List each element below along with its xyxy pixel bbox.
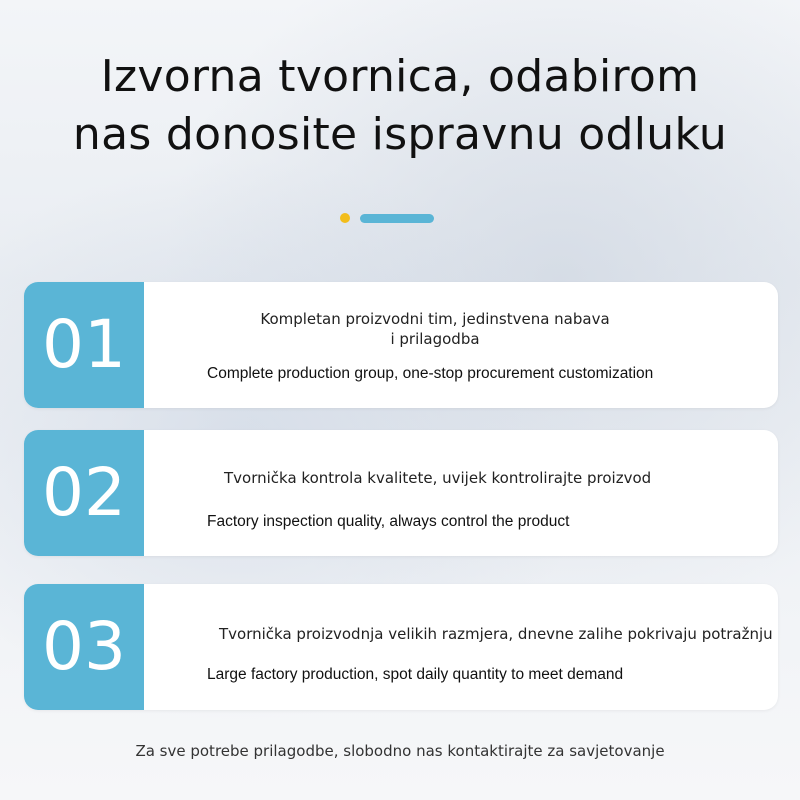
- feature-card-3: [24, 584, 778, 710]
- card-text-english: Large factory production, spot daily quantity to meet demand: [207, 666, 624, 683]
- card-number: 03: [24, 584, 144, 710]
- title-line-2: nas donosite ispravnu odluku: [72, 109, 728, 160]
- feature-card-1: [24, 282, 778, 408]
- footer-text: Za sve potrebe prilagodbe, slobodno nas kontaktirajte za savjetovanje: [135, 742, 665, 760]
- divider-dot: [340, 213, 350, 223]
- card-number: 01: [24, 282, 144, 408]
- card-text-croatian: Tvornička proizvodnja velikih razmjera, dnevne zalihe pokrivaju potražnju: [219, 625, 773, 643]
- divider-bar: [360, 214, 434, 223]
- card-number: 02: [24, 430, 144, 556]
- page-title: [0, 48, 800, 164]
- card-text-english: Factory inspection quality, always control the product: [207, 513, 570, 530]
- card-text-english: Complete production group, one-stop procurement customization: [207, 365, 654, 382]
- feature-card-2: [24, 430, 778, 556]
- card-text-croatian: Tvornička kontrola kvalitete, uvijek kontrolirajte proizvod: [224, 469, 652, 487]
- card-text-croatian: Kompletan proizvodni tim, jedinstvena nabava i prilagodba: [260, 310, 610, 348]
- title-line-1: Izvorna tvornica, odabirom: [100, 51, 700, 102]
